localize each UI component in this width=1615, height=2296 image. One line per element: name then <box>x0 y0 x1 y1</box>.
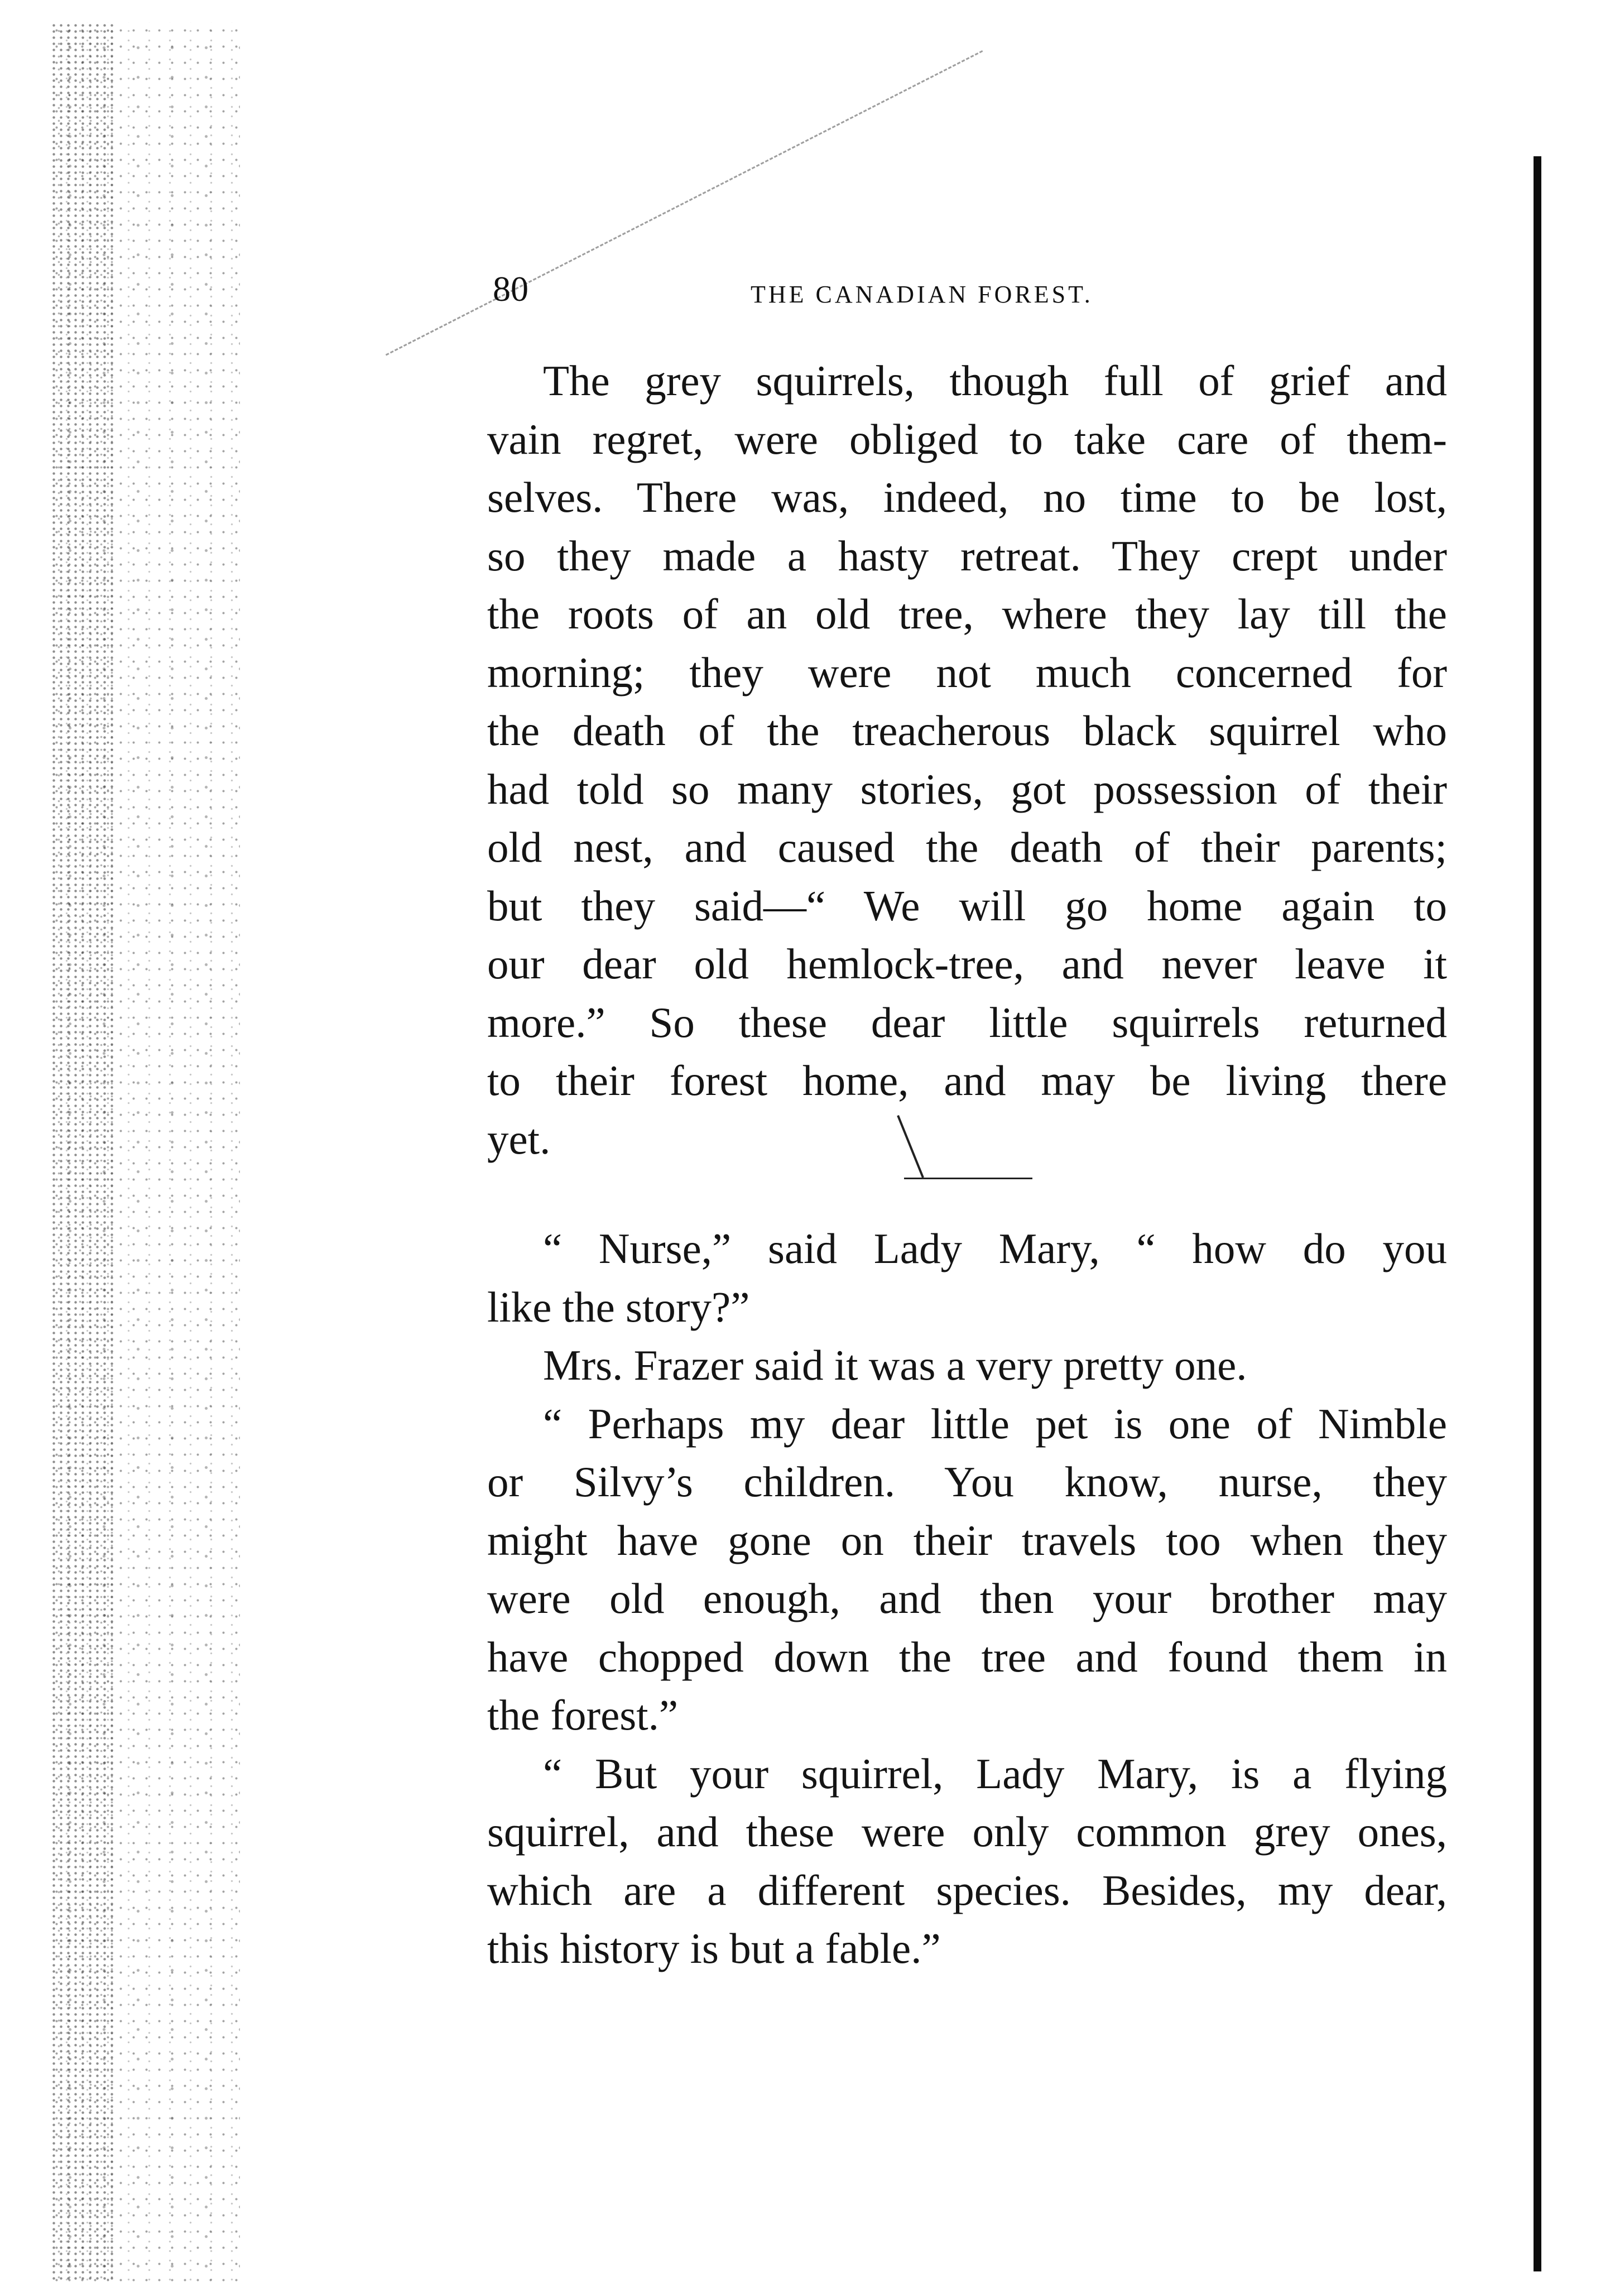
text-line: the death of the treacherous black squirrel who <box>487 707 1447 755</box>
section-rule <box>904 1178 1032 1179</box>
text-line: more.” So these dear little squirrels returned <box>487 998 1447 1046</box>
text-line: this history is but a fable.” <box>487 1924 941 1972</box>
text-line: like the story?” <box>487 1283 750 1331</box>
text-line: old nest, and caused the death of their parents; <box>487 823 1447 871</box>
text-line: might have gone on their travels too when they <box>487 1516 1447 1564</box>
text-line: Mrs. Frazer said it was a very pretty one. <box>543 1341 1247 1389</box>
text-line: so they made a hasty retreat. They crept under <box>487 531 1447 580</box>
text-line: the forest.” <box>487 1691 679 1739</box>
text-line: to their forest home, and may be living there <box>487 1056 1447 1104</box>
text-line: selves. There was, indeed, no time to be lost, <box>487 473 1447 521</box>
text-line: which are a different species. Besides, my dear, <box>487 1866 1447 1914</box>
page-edge-bar <box>1534 156 1541 2271</box>
text-line: vain regret, were obliged to take care of them- <box>487 415 1447 463</box>
paragraph-1 <box>487 352 1447 1168</box>
text-line: “ But your squirrel, Lady Mary, is a flying <box>543 1749 1447 1798</box>
text-line: were old enough, and then your brother may <box>487 1574 1447 1622</box>
text-line: “ Perhaps my dear little pet is one of Nimble <box>543 1399 1447 1448</box>
text-line: “ Nurse,” said Lady Mary, “ how do you <box>543 1224 1447 1272</box>
page-number: 80 <box>493 269 528 309</box>
running-title: THE CANADIAN FOREST. <box>751 281 1093 308</box>
text-line: had told so many stories, got possession of their <box>487 765 1447 813</box>
text-line: The grey squirrels, though full of grief and <box>543 357 1447 405</box>
text-line: or Silvy’s children. You know, nurse, they <box>487 1458 1447 1506</box>
text-line: but they said—“ We will go home again to <box>487 881 1447 930</box>
text-line: squirrel, and these were only common grey ones, <box>487 1808 1447 1856</box>
dialogue-block <box>487 1219 1447 1978</box>
text-line: the roots of an old tree, where they lay till the <box>487 590 1447 638</box>
running-head <box>493 261 1218 317</box>
scan-noise-edge <box>50 22 117 2283</box>
text-line: yet. <box>487 1115 551 1163</box>
text-line: have chopped down the tree and found them in <box>487 1632 1447 1681</box>
text-line: morning; they were not much concerned for <box>487 648 1447 697</box>
text-line: our dear old hemlock-tree, and never leave it <box>487 940 1447 988</box>
